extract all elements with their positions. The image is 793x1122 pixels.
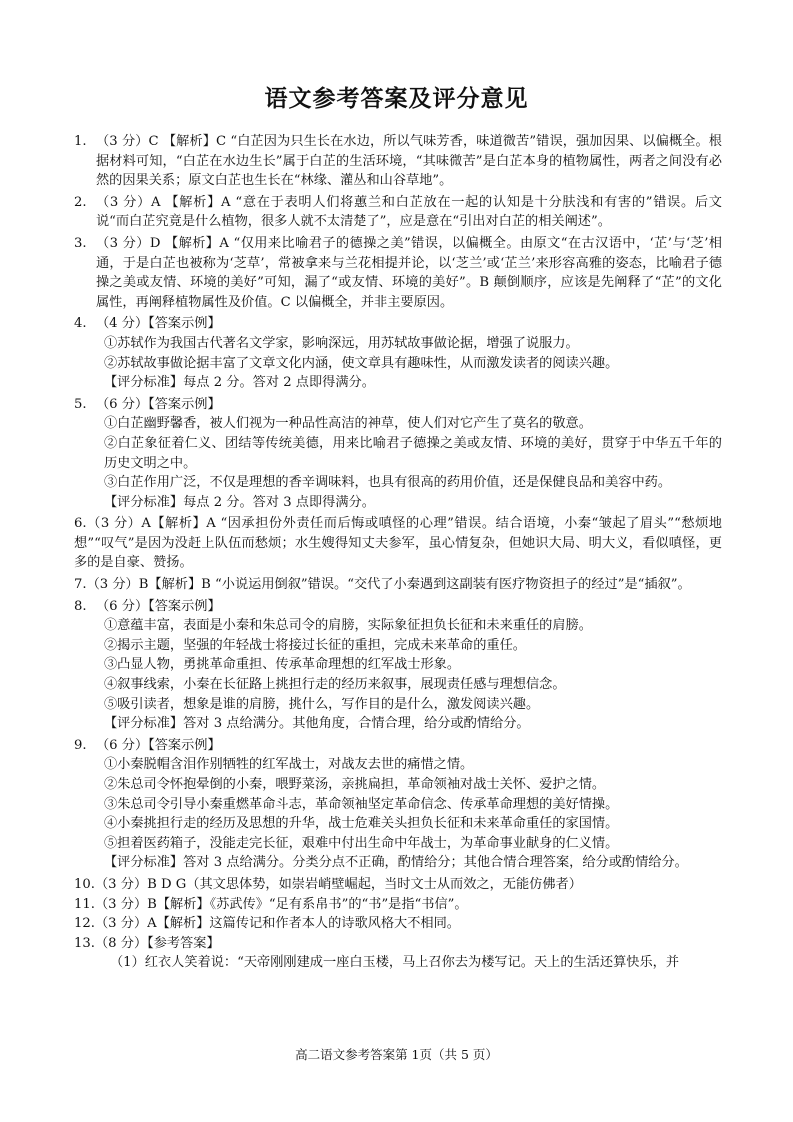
- question-10: [74, 875, 722, 895]
- scoring-standard: 【评分标准】每点 2 分。答对 3 点即得满分。: [104, 494, 375, 510]
- answer-point: ③凸显人物，勇挑革命重担、传承革命理想的红军战士形象。: [104, 657, 461, 673]
- question-13: [74, 934, 722, 954]
- question-number: 9.: [74, 737, 87, 753]
- scoring-standard: 【评分标准】答对 3 点给满分。分类分点不正确，酌情给分；其他合情合理答案，给分或酌情给分。: [104, 855, 688, 871]
- question-number: 2.: [74, 194, 87, 210]
- answer-point: ②揭示主题，坚强的年轻战士将接过长征的重担，完成未来革命的重任。: [104, 637, 526, 653]
- question-number: 8.: [74, 598, 87, 614]
- question-text: （4 分）【答案示例】: [96, 316, 221, 332]
- question-number: 10.: [74, 876, 95, 892]
- question-text: （3 分）A【解析】A “因承担份外责任而后悔或嗔怪的心理”错误。结合语境，小秦“皱起了眉头”“愁烦地想”“叹气”是因为没赶上队伍而愁烦；水生嫂得知丈夫参军，虽心情复杂，但她识大局、明大义，看似嗔怪，更多的是自豪、赞扬。: [74, 516, 722, 571]
- answer-point: ⑤担着医药箱子，没能走完长征，艰难中付出生命中年战士，为革命事业献身的仁义情。: [104, 835, 619, 851]
- question-number: 4.: [74, 316, 87, 332]
- answer-list: [74, 132, 722, 973]
- question-number: 5.: [74, 396, 87, 412]
- answer-point: ⑤吸引读者，想象是谁的肩膀，挑什么，写作目的是什么，激发阅读兴趣。: [104, 696, 540, 712]
- question-4: [74, 314, 722, 334]
- question-number: 6.: [74, 516, 87, 532]
- answer-point: ②苏轼故事做论据丰富了文章文化内涵，使文章具有趣味性，从而激发读者的阅读兴趣。: [104, 355, 619, 371]
- question-text: （6 分）【答案示例】: [96, 737, 221, 753]
- question-7: [74, 575, 722, 595]
- question-text: （3 分）A【解析】这篇传记和作者本人的诗歌风格大不相同。: [94, 916, 460, 932]
- question-text: （3 分）D 【解析】A “仅用来比喻君子的德操之美”错误，以偏概全。由原文“在古汉语中，‘芷’与‘芝’相通，于是白芷也被称为‘芝草’，常被拿来与兰花相提并论，以‘芝兰’或‘芷兰’来形容高雅的姿态，比喻君子德操之美或友情、环境的美好”可知，漏了“或友情、环境的美好”。B 颠倒顺序，应该是先阐释了“芷”的文化属性，再阐释植物属性及价值。C 以偏概全，并非主要原因。: [96, 235, 722, 310]
- answer-point: ①小秦脱帽含泪作别牺牲的红军战士，对战友去世的痛惜之情。: [104, 757, 474, 773]
- answer-point: ①意蕴丰富，表面是小秦和朱总司令的肩膀，实际象征担负长征和未来重任的肩膀。: [104, 618, 592, 634]
- answer-point: （1）红衣人笑着说：“天帝刚刚建成一座白玉楼，马上召你去为楼写记。天上的生活还算快乐，并: [110, 955, 680, 971]
- question-text: （3 分）C 【解析】C “白芷因为只生长在水边，所以气味芳香，味道微苦”错误，强加因果、以偏概全。根据材料可知，“白芷在水边生长”属于白芷的生活环境，“其味微苦”是白芷本身的植物属性，两者之间没有必然的因果关系；原文白芷也生长在“林缘、灌丛和山谷草地”。: [96, 134, 722, 189]
- question-number: 13.: [74, 935, 95, 951]
- question-1: [74, 132, 722, 191]
- question-6: [74, 514, 722, 573]
- question-12: [74, 914, 722, 934]
- answer-point: ①苏轼作为我国古代著名文学家，影响深远，用苏轼故事做论据，增强了说服力。: [104, 335, 579, 351]
- question-3: [74, 234, 722, 312]
- question-number: 12.: [74, 916, 95, 932]
- question-number: 1.: [74, 134, 87, 149]
- answer-point: ③白芷作用广泛，不仅是理想的香辛调味料，也具有很高的药用价值，还是保健良品和美容中药。: [104, 475, 672, 491]
- question-text: （3 分）A 【解析】A “意在于表明人们将蕙兰和白芷放在一起的认知是十分肤浅和有害的”错误。后文说“而白芷究竟是什么植物，很多人就不太清楚了”，应是意在“引出对白芷的相关阐述”。: [96, 194, 722, 230]
- answer-point: ②朱总司令怀抱晕倒的小秦，喂野菜汤，亲挑扁担，革命领袖对战士关怀、爱护之情。: [104, 777, 606, 792]
- answer-point: ④小秦挑担行走的经历及思想的升华，战士危难关头担负长征和未来革命重任的家国情。: [104, 816, 619, 832]
- question-text: （8 分）【参考答案】: [94, 935, 220, 951]
- answer-point: ②白芷象征着仁义、团结等传统美德，用来比喻君子德操之美或友情、环境的美好，贯穿于中华五千年的历史文明之中。: [104, 435, 722, 471]
- question-number: 3.: [74, 235, 87, 251]
- page-footer: 高二语文参考答案第 1页（共 5 页）: [295, 1047, 498, 1062]
- question-text: （3 分）B【解析】B “小说运用倒叙”错误。“交代了小秦遇到这副装有医疗物资担子的经过”是“插叙”。: [86, 577, 691, 593]
- scoring-standard: 【评分标准】答对 3 点给满分。其他角度，合情合理，给分或酌情给分。: [104, 716, 530, 732]
- question-number: 11.: [74, 896, 95, 912]
- question-number: 7.: [74, 577, 87, 593]
- page-title: 语文参考答案及评分意见: [264, 86, 529, 112]
- question-5: [74, 395, 722, 415]
- question-text: （6 分）【答案示例】: [96, 396, 221, 412]
- question-2: [74, 193, 722, 232]
- question-8: [74, 597, 722, 617]
- answer-point: ①白芷幽野馨香，被人们视为一种品性高洁的神草，使人们对它产生了莫名的敬意。: [104, 416, 592, 432]
- question-text: （3 分）B【解析】《苏武传》“足有系帛书”的“书”是指“书信”。: [94, 896, 468, 912]
- question-text: （3 分）B D G（其文思体势，如崇岩峭壁崛起，当时文士从而效之，无能仿佛者）: [94, 876, 582, 892]
- question-11: [74, 895, 722, 915]
- question-9: [74, 736, 722, 756]
- question-text: （6 分）【答案示例】: [96, 598, 221, 614]
- answer-point: ④叙事线索，小秦在长征路上挑担行走的经历来叙事，展现责任感与理想信念。: [104, 677, 566, 693]
- answer-point: ③朱总司令引导小秦重燃革命斗志，革命领袖坚定革命信念、传承革命理想的美好情操。: [104, 796, 619, 812]
- scoring-standard: 【评分标准】每点 2 分。答对 2 点即得满分。: [104, 375, 375, 391]
